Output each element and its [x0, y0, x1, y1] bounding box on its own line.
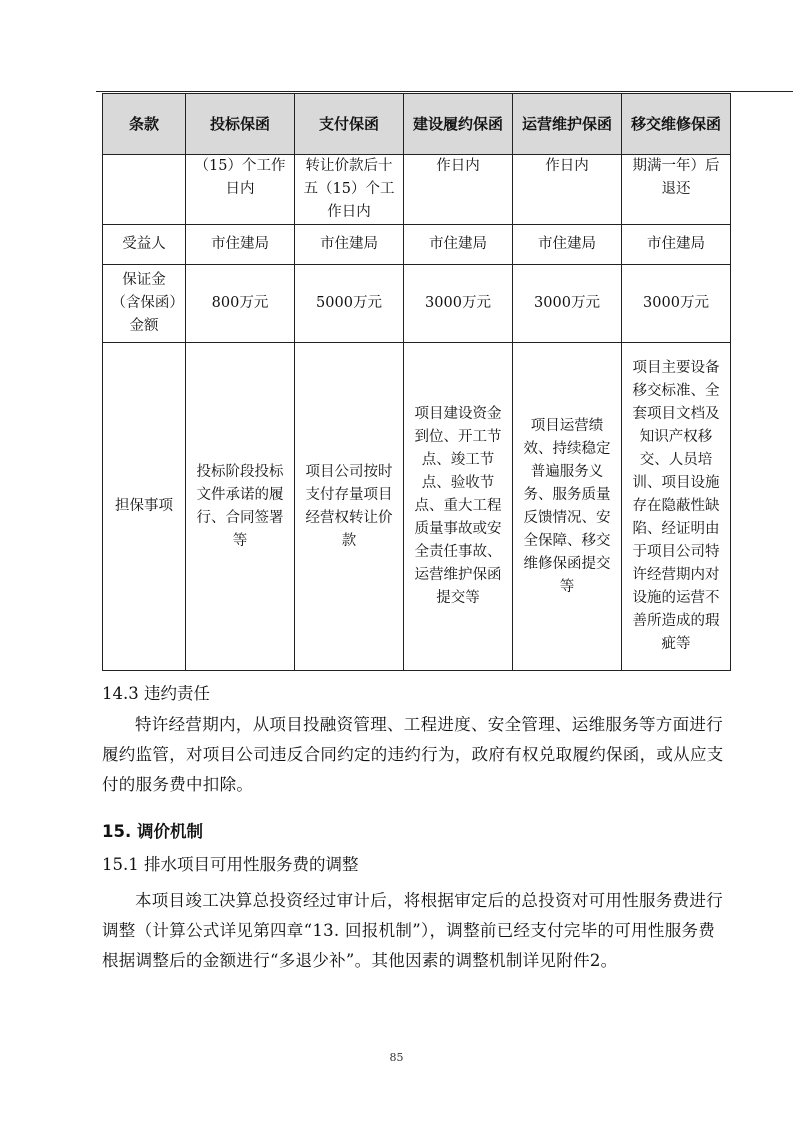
header-cell: 运营维护保函: [513, 94, 622, 155]
table-cell: 项目公司按时支付存量项目经营权转让价款: [295, 343, 404, 671]
section-body-15-1: 本项目竣工决算总投资经过审计后，将根据审定后的总投资对可用性服务费进行调整（计算公式详见第四章“13. 回报机制”），调整前已经支付完毕的可用性服务费根据调整后的金额进行“多退少补”。其他因素的调整机制详见附件2。: [102, 891, 723, 970]
table-row: [103, 265, 731, 343]
header-cell: 投标保函: [186, 94, 295, 155]
table-cell: 3000万元: [622, 265, 731, 343]
header-cell: 建设履约保函: [404, 94, 513, 155]
table-cell: 保证金（含保函）金额: [103, 265, 186, 343]
table-row: [103, 343, 731, 671]
section-heading-15: 15. 调价机制: [102, 822, 203, 841]
section-body-14-3: 特许经营期内，从项目投融资管理、工程进度、安全管理、运维服务等方面进行履约监管，对项目公司违反合同约定的违约行为，政府有权兑取履约保函，或从应支付的服务费中扣除。: [102, 715, 724, 794]
table-cell: 转让价款后十五（15）个工作日内: [295, 155, 404, 225]
guarantee-table: [102, 93, 731, 671]
table-cell: 项目运营绩效、持续稳定普遍服务义务、服务质量反馈情况、安全保障、移交维修保函提交等: [513, 343, 622, 671]
header-cell: 支付保函: [295, 94, 404, 155]
header-rule: [96, 91, 793, 92]
table-cell: 作日内: [404, 155, 513, 225]
table-cell: 市住建局: [513, 225, 622, 265]
table-cell: 受益人: [103, 225, 186, 265]
table-cell: 800万元: [186, 265, 295, 343]
table-cell: 3000万元: [513, 265, 622, 343]
header-cell: 条款: [103, 94, 186, 155]
table-cell: 项目主要设备移交标准、全套项目文档及知识产权移交、人员培训、项目设施存在隐蔽性缺陷、经证明由于项目公司特许经营期内对设施的运营不善所造成的瑕疵等: [622, 343, 731, 671]
table-row: [103, 155, 731, 225]
section-heading-14-3: 14.3 违约责任: [102, 684, 210, 703]
table-cell: [103, 155, 186, 225]
table-cell: 市住建局: [404, 225, 513, 265]
section-heading-15-1: 15.1 排水项目可用性服务费的调整: [102, 855, 359, 874]
page-number: 85: [389, 1051, 404, 1064]
table-cell: 作日内: [513, 155, 622, 225]
table-cell: 投标阶段投标文件承诺的履行、合同签署等: [186, 343, 295, 671]
table-cell: 5000万元: [295, 265, 404, 343]
table-cell: （15）个工作日内: [186, 155, 295, 225]
table-cell: 期满一年）后退还: [622, 155, 731, 225]
table-cell: 市住建局: [622, 225, 731, 265]
table-cell: 3000万元: [404, 265, 513, 343]
table-row: [103, 225, 731, 265]
table-cell: 市住建局: [295, 225, 404, 265]
table-cell: 项目建设资金到位、开工节点、竣工节点、验收节点、重大工程质量事故或安全责任事故、运营维护保函提交等: [404, 343, 513, 671]
table-cell: 担保事项: [103, 343, 186, 671]
header-cell: 移交维修保函: [622, 94, 731, 155]
table-header-row: [103, 94, 731, 155]
table-cell: 市住建局: [186, 225, 295, 265]
